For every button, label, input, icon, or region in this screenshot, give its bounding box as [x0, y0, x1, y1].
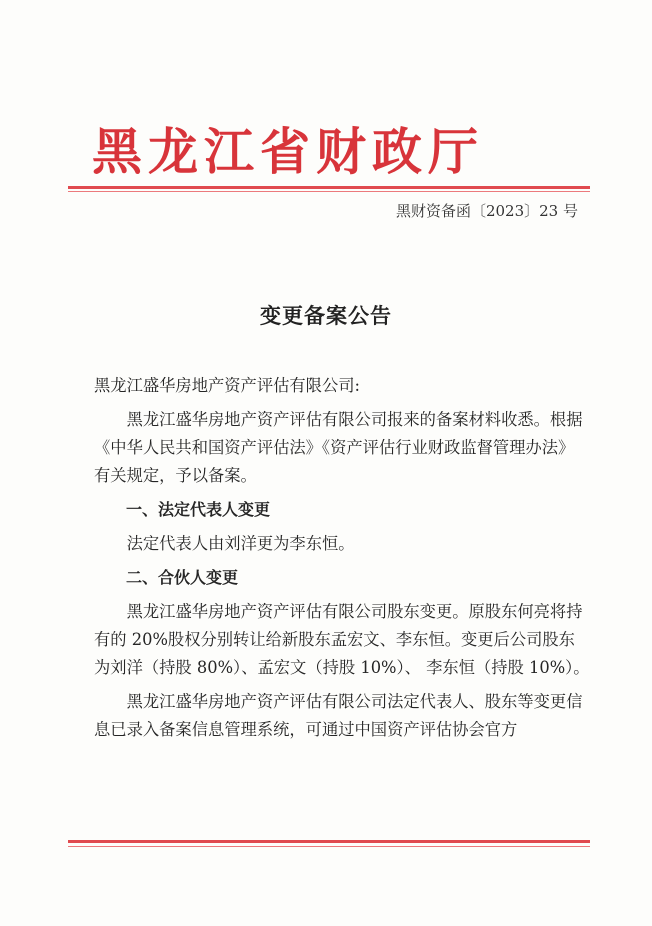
intro-paragraph: 黑龙江盛华房地产资产评估有限公司报来的备案材料收悉。根据《中华人民共和国资产评估法》《资产评估行业财政监督管理办法》有关规定，予以备案。: [94, 410, 583, 485]
document-number: 黑财资备函〔2023〕23 号: [395, 202, 578, 220]
header-divider-thin: [68, 191, 590, 192]
section-text-partner: 黑龙江盛华房地产资产评估有限公司股东变更。原股东何亮将持有的 20%股权分别转让给新股东孟宏文、李东恒。变更后公司股东为刘洋（持股 80%）、孟宏文（持股 10%）、 李东恒（持股 10%）。: [94, 602, 590, 677]
section-heading-partner: 二、合伙人变更: [126, 568, 239, 587]
notice-title: 变更备案公告: [260, 303, 392, 328]
issuing-authority-title: 黑龙江省财政厅: [92, 122, 484, 181]
salutation: 黑龙江盛华房地产资产评估有限公司:: [94, 376, 360, 395]
notice-body: [94, 372, 590, 744]
section-heading-legal-rep: 一、法定代表人变更: [126, 500, 271, 519]
closing-paragraph: 黑龙江盛华房地产资产评估有限公司法定代表人、股东等变更信息已录入备案信息管理系统，可通过中国资产评估协会官方: [94, 692, 583, 739]
footer-divider: [68, 840, 590, 843]
header-divider: [68, 186, 590, 189]
section-text-legal-rep: 法定代表人由刘洋更为李东恒。: [126, 534, 355, 553]
footer-divider-thin: [68, 846, 590, 847]
